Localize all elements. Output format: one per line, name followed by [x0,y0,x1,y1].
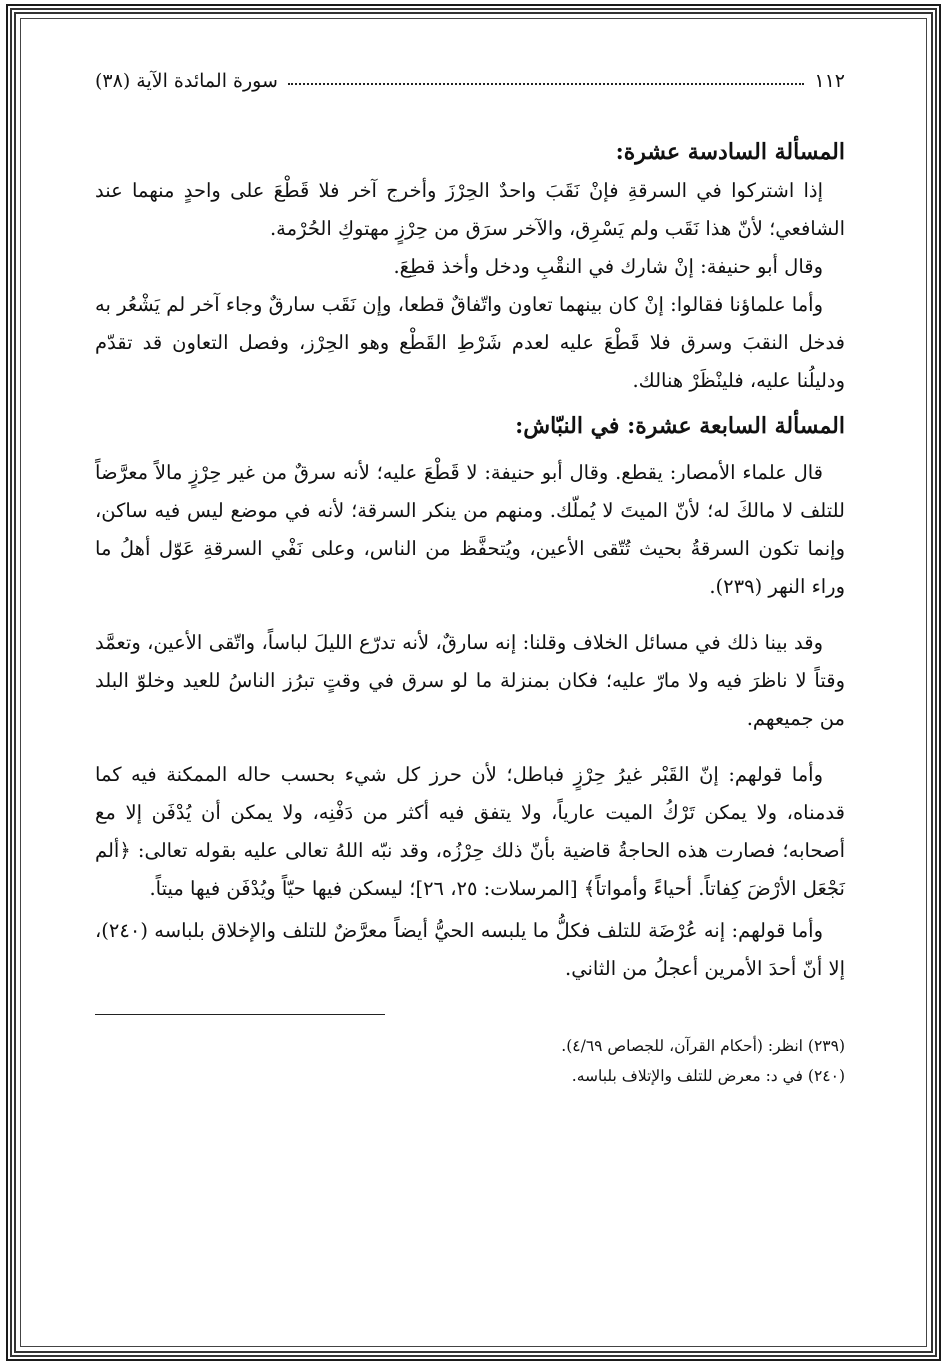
paragraph: إذا اشتركوا في السرقةِ فإنْ نَقَبَ واحدٌ الحِرْزَ وأخرج آخر فلا قَطْعَ على واحدٍ منهما عند الشافعي؛ لأنّ هذا نَقَب ولم يَسْرِق، والآخر سرَق من حِرْزٍ مهتوكِ الحُرْمة. [95,179,845,240]
paragraph: وأما قولهم: إنه عُرْضَة للتلف فكلُّ ما يلبسه الحيُّ أيضاً معرَّضٌ للتلف والإخلاق بلباسه (٢٤٠)، إلا أنّ أحدَ الأمرين أعجلُ من الثاني. [95,919,845,980]
running-title: سورة المائدة الآية (٣٨) [95,70,278,92]
footnote-separator [95,1014,385,1015]
running-header [95,60,845,102]
section-heading-16: المسألة السادسة عشرة: [615,139,845,165]
footnote: (٢٣٩) انظر: (أحكام القرآن، للجصاص ٤/٦٩). [561,1037,845,1055]
paragraph: قال علماء الأمصار: يقطع. وقال أبو حنيفة: لا قَطْعَ عليه؛ لأنه سرقٌ من غير حِرْزٍ مالاً معرَّضاً للتلف لا مالكَ له؛ لأنّ الميتَ لا يُملّك. ومنهم من ينكر السرقة؛ لأنه في موضع ليس فيه ساكن، وإنما تكون السرقةُ بحيث تُتّقى الأعين، ويُتحفَّظ من الناس، وعلى نَفْي السرقةِ عَوّل أهلُ ما وراء النهر (٢٣٩). [95,461,845,598]
paragraph: وقال أبو حنيفة: إنْ شارك في النقْبِ ودخل وأخذ قطِعَ. [393,255,823,278]
section-heading-17: المسألة السابعة عشرة: في النبّاش: [515,413,845,439]
page-number: ١١٢ [814,70,845,92]
footnote: (٢٤٠) في د: معرض للتلف والإتلاف بلباسه. [571,1067,845,1085]
header-leader-dots [288,83,804,85]
paragraph: وأما علماؤنا فقالوا: إنْ كان بينهما تعاون واتّفاقٌ قطعا، وإن نَقَب سارقٌ وجاء آخر لم يَشْعُر به فدخل النقبَ وسرق فلا قَطْعَ عليه لعدم شَرْطِ القَطْع وهو الحِرْز، وفصل التعاون قد تقدّم ودليلُنا عليه، فلينْظَرْ هنالك. [95,293,845,392]
paragraph: وأما قولهم: إنّ القَبْر غيرُ حِرْزٍ فباطل؛ لأن حرز كل شيء بحسب حاله الممكنة فيه كما قدمناه، ولا يمكن تَرْكُ الميت عارياً، ولا يتفق فيه أكثر من دَفْنِه، ولا يمكن أن يُدْفَن إلا مع أصحابه؛ فصارت هذه الحاجةُ قاضية بأنّ ذلك حِرْزُه، وقد نبّه اللهُ تعالى عليه بقوله تعالى: ﴿ألم نَجْعَل الأرْضَ كِفاتاً. أحياءً وأمواتاً﴾ [المرسلات: ٢٥، ٢٦]؛ ليسكن فيها حيّاً ويُدْفَن فيها ميتاً. [95,763,845,900]
paragraph: وقد بينا ذلك في مسائل الخلاف وقلنا: إنه سارقٌ، لأنه تدرّع الليلَ لباساً، واتّقى الأعين، وتعمَّد وقتاً لا ناظرَ فيه ولا مارّ عليه؛ فكان بمنزلة ما لو سرق في وقتٍ تبرُز الناسُ للعيد وخلوّ البلد من جميعهم. [95,631,845,730]
book-page [95,60,845,1320]
